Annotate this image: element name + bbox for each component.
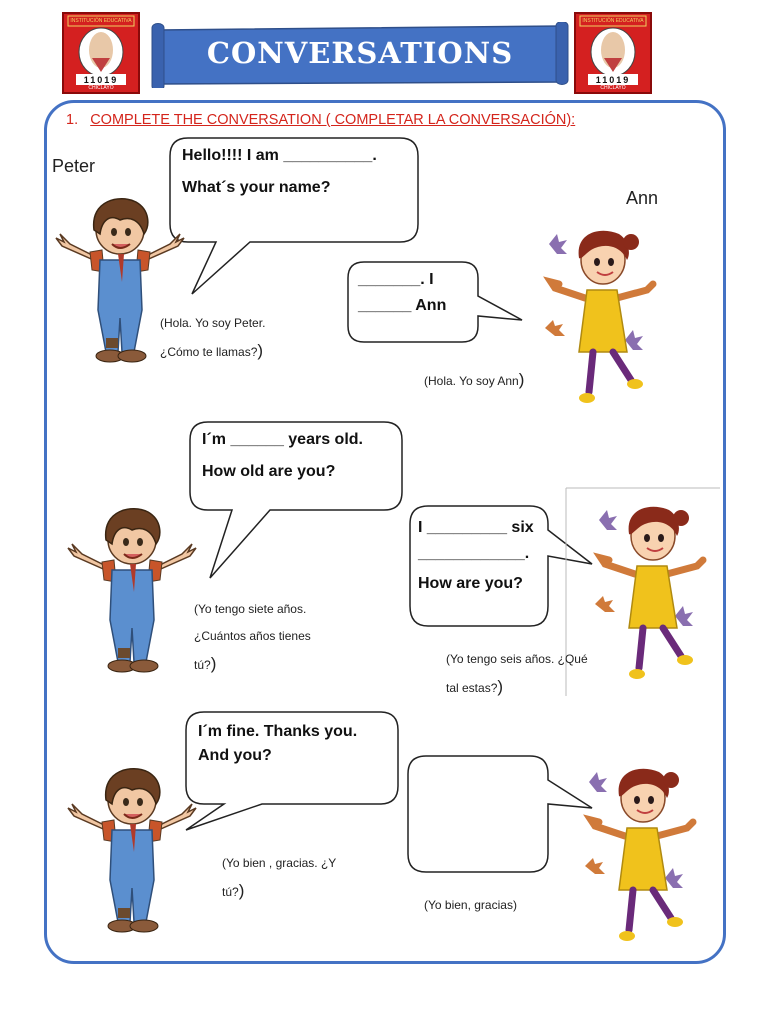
boy-illustration-3 bbox=[62, 760, 202, 940]
ann-1-line-1: _______. I bbox=[358, 271, 434, 288]
peter-1-line-2: What´s your name? bbox=[182, 179, 331, 196]
ann-1-line-2: ______ Ann bbox=[358, 297, 447, 314]
instruction-text: COMPLETE THE CONVERSATION ( COMPLETAR LA CONVERSACIÓN): bbox=[90, 112, 576, 128]
boy-name-label: Peter bbox=[52, 156, 96, 176]
peter-3-translation: (Yo bien , gracias. ¿Y tú?) bbox=[222, 856, 337, 900]
peter-1-translation: (Hola. Yo soy Peter. ¿Cómo te llamas?) bbox=[160, 316, 266, 360]
crest-top-text: INSTITUCIÓN EDUCATIVA bbox=[582, 18, 644, 24]
crest-top-text: INSTITUCIÓN EDUCATIVA bbox=[70, 18, 132, 24]
peter-2-line-1: I´m ______ years old. bbox=[202, 431, 363, 448]
peter-2-line-2: How old are you? bbox=[202, 463, 336, 480]
crest-number: 11019 bbox=[595, 75, 631, 85]
girl-name-label: Ann bbox=[626, 188, 659, 208]
peter-2-translation: (Yo tengo siete años. ¿Cuántos años tienes tú?) bbox=[194, 602, 311, 673]
ann-2-line-1: I _________ six bbox=[418, 519, 534, 536]
peter-1-line-1: Hello!!!! I am __________. bbox=[182, 147, 377, 164]
ann-2-line-2: ____________. bbox=[418, 545, 530, 562]
ann-2-translation: (Yo tengo seis años. ¿Qué tal estas?) bbox=[446, 652, 588, 696]
peter-3-line-1: I´m fine. Thanks you. bbox=[198, 723, 358, 740]
crest-number: 11019 bbox=[83, 75, 119, 85]
ann-3-translation: (Yo bien, gracias) bbox=[424, 898, 517, 912]
girl-illustration-1 bbox=[535, 220, 665, 410]
girl-illustration-3 bbox=[575, 758, 705, 948]
ann-1-translation: (Hola. Yo soy Ann) bbox=[424, 370, 525, 389]
crest-sub: CHICLAYO bbox=[88, 85, 114, 91]
peter-3-line-2: And you? bbox=[198, 747, 272, 764]
ann-2-line-3: How are you? bbox=[418, 575, 523, 592]
page-title: CONVERSATIONS bbox=[206, 36, 514, 70]
crest-sub: CHICLAYO bbox=[600, 85, 626, 91]
bubble-ann-3 bbox=[408, 756, 592, 872]
instruction-number: 1. bbox=[66, 112, 79, 128]
boy-illustration-2 bbox=[62, 500, 202, 680]
girl-illustration-2 bbox=[585, 496, 715, 686]
